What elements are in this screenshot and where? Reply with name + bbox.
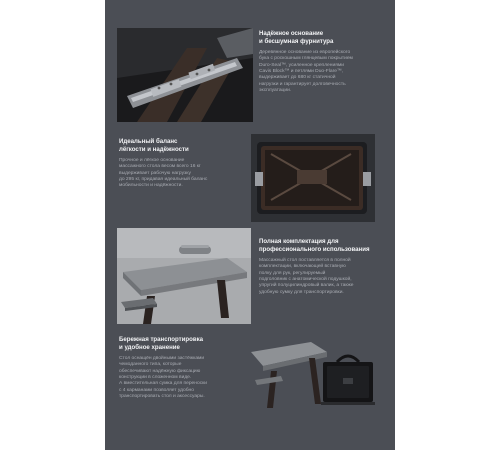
body-line: мобильности и надёжности. [119, 183, 183, 189]
section-transport [119, 336, 247, 400]
section-heading [119, 336, 247, 351]
body-line: Duro-Seal™, усиленное креплениями [259, 62, 344, 68]
section-body [119, 356, 247, 400]
body-line: удобную сумку для транспортировки. [259, 289, 344, 295]
section-heading [259, 238, 391, 253]
section-complete-set [259, 238, 391, 296]
body-line: Стол оснащён двойными застёжками [119, 356, 205, 362]
body-line: до 295 кг, придавая идеальный баланс [119, 177, 208, 183]
body-line: А вместительная сумка для переноски [119, 381, 208, 387]
body-line: с 4 карманами позволяет удобно [119, 387, 194, 393]
body-line: подголовник с анатомической подушкой, [259, 277, 352, 283]
body-line: обеспечивают надёжную фиксацию [119, 368, 201, 374]
body-line: выдерживает до 680 кг статичной [259, 75, 336, 81]
heading-line: и бесшумная фурнитура [259, 37, 334, 45]
heading-line: Полная комплектация для [259, 238, 339, 245]
body-line: транспортировать стол и аксессуары. [119, 393, 205, 399]
section-base-hardware [259, 30, 389, 94]
body-line: Прочное и лёгкое основание [119, 158, 185, 164]
body-line: комплектации, включающей вставную [259, 264, 346, 270]
body-line: эксплуатации. [259, 87, 292, 93]
section-body [259, 258, 391, 296]
body-line: конструкции в сложенном виде. [119, 375, 192, 381]
photo-complete-set [117, 228, 251, 324]
brochure-page [105, 0, 395, 450]
heading-line: профессионального использования [259, 245, 370, 253]
section-body [259, 50, 389, 94]
photo-carry-bag [251, 328, 383, 424]
section-body [119, 158, 247, 189]
body-line: полку для рук, регулируемый [259, 270, 326, 276]
section-heading [119, 138, 247, 153]
body-line: массажного стола весом всего 16 кг [119, 164, 201, 170]
body-line: нагрузки и гарантирует долговечность [259, 81, 346, 87]
photo-folded-table [251, 134, 375, 222]
heading-line: и удобное хранение [119, 343, 180, 351]
body-line: чемоданного типа, которые [119, 362, 182, 368]
body-line: Cavis Block™ и петлями Duo-Flare™, [259, 69, 344, 75]
heading-line: Идеальный баланс [119, 138, 178, 145]
section-heading [259, 30, 389, 45]
heading-line: Надёжное основание [259, 30, 324, 37]
body-line: Деревянное основание из европейского [259, 50, 351, 56]
heading-line: лёгкости и надёжности [119, 145, 189, 153]
body-line: Массажный стол поставляется в полной [259, 258, 351, 264]
body-line: выдерживает рабочую нагрузку [119, 170, 191, 176]
photo-hinge-closeup [117, 28, 253, 122]
heading-line: Бережная транспортировка [119, 336, 204, 343]
body-line: бука с роскошным глянцевым покрытием [259, 56, 353, 62]
body-line: упругий полуцилиндровый валик, а также [259, 283, 354, 289]
section-balance [119, 138, 247, 190]
